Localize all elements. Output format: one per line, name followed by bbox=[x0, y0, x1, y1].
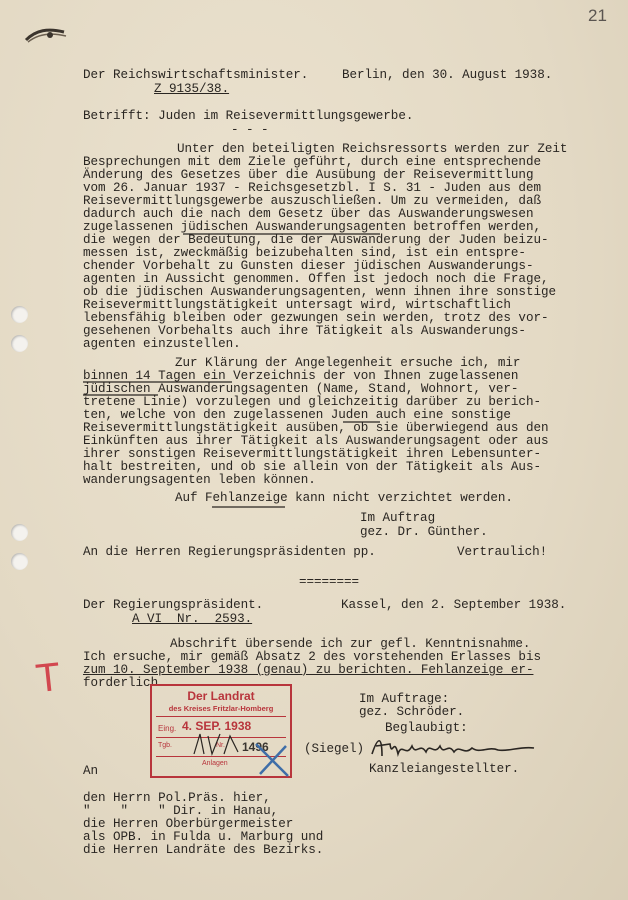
sign2-line2: gez. Schröder. bbox=[359, 705, 465, 719]
para1-line: agenten in Aussicht genommen. Offen ist jedoch noch die Frage, bbox=[83, 272, 549, 286]
para1-line: die wegen der Bedeutung, die der Auswanderung der Juden beizu- bbox=[83, 233, 549, 247]
para1-line: ob die jüdischen Auswanderungsagenten, wenn ihnen ihre sonstige bbox=[83, 285, 556, 299]
recipient-line: " " " Dir. in Hanau, bbox=[83, 804, 279, 818]
red-margin-mark: T bbox=[33, 654, 63, 702]
para1-line: Änderung des Gesetzes über die Ausübung der Reisevermittlung bbox=[83, 168, 534, 182]
para4-line: zum 10. September 1938 (genau) zu berichten. Fehlanzeige er- bbox=[83, 663, 534, 677]
para2-line: ten, welche von den zugelassenen Juden auch eine sonstige bbox=[83, 408, 511, 422]
subject-separator: - - - bbox=[231, 123, 269, 137]
stamp-district: des Kreises Fritzlar-Homberg bbox=[168, 704, 274, 713]
blue-cross-mark bbox=[252, 740, 292, 780]
para2-line: tretene Linie) vorzulegen und gleichzeitig darüber zu berich- bbox=[83, 395, 541, 409]
confidential-mark: Vertraulich! bbox=[457, 545, 548, 559]
para1-line: chender Vorbehalt zu Gunsten dieser jüdischen Auswanderungs- bbox=[83, 259, 534, 273]
recipients-heading: An bbox=[83, 764, 99, 778]
punch-hole bbox=[11, 335, 28, 352]
recipient-line: als OPB. in Fulda u. Marburg und bbox=[83, 830, 324, 844]
seal-note: (Siegel) bbox=[304, 742, 365, 756]
reference-number-2: A VI Nr. 2593. bbox=[132, 612, 253, 626]
para1-line: zugelassenen jüdischen Auswanderungsagenten betroffen werden, bbox=[83, 220, 541, 234]
para1-line: Reisevermittlungsgewerbe auszuschließen. Um zu vermeiden, daß bbox=[83, 194, 541, 208]
para1-line: lebensfähig bleiben oder gezwungen sein werden, trotz des vor- bbox=[83, 311, 549, 325]
sign1-line2: gez. Dr. Günther. bbox=[360, 525, 488, 539]
para1-line: messen ist, zweckmäßig beizubehalten sind, ist ein entspre- bbox=[83, 246, 526, 260]
recipient-line: die Herren Landräte des Bezirks. bbox=[83, 843, 324, 857]
staple-mark bbox=[22, 22, 72, 52]
stamp-date: 4. SEP. 1938 bbox=[182, 719, 252, 733]
para2-line: wanderungsagenten leben können. bbox=[83, 473, 316, 487]
subject: Betrifft: Juden im Reisevermittlungsgewerbe. bbox=[83, 109, 414, 123]
para1-line: Reisevermittlungstätigkeit untersagt wird, wirtschaftlich bbox=[83, 298, 511, 312]
punch-hole bbox=[11, 553, 28, 570]
para1-line: vom 26. Januar 1937 - Reichsgesetzbl. I S. 31 - Juden aus dem bbox=[83, 181, 541, 195]
sender: Der Reichswirtschaftsminister. bbox=[83, 68, 309, 82]
para2-line: binnen 14 Tagen ein Verzeichnis der von Ihnen zugelassenen bbox=[83, 369, 519, 383]
sign1-line1: Im Auftrag bbox=[360, 511, 436, 525]
stamp-attachments-label: Anlagen bbox=[202, 760, 228, 767]
clerk-title: Kanzleiangestellter. bbox=[369, 762, 520, 776]
para2-line: ihrer sonstigen Reisevermittlungstätigkeit ihren Lebensunter- bbox=[83, 447, 541, 461]
para4-line: forderlich. bbox=[83, 676, 166, 690]
stamp-nr-label: Nr. bbox=[216, 742, 225, 749]
para1-line: dadurch auch die nach dem Gesetz über das Auswanderungswesen bbox=[83, 207, 534, 221]
para1-line: Unter den beteiligten Reichsressorts werden zur Zeit bbox=[177, 142, 568, 156]
handwritten-initials bbox=[190, 730, 250, 760]
page-number: 21 bbox=[588, 6, 607, 25]
underline-mark bbox=[82, 381, 382, 397]
divider: ======== bbox=[299, 575, 360, 589]
underline-mark bbox=[182, 232, 382, 236]
place-date: Berlin, den 30. August 1938. bbox=[342, 68, 553, 82]
recipient-line: den Herrn Pol.Präs. hier, bbox=[83, 791, 271, 805]
stamp-received-label: Eing. bbox=[158, 724, 177, 733]
para1-line: gesehenen Vorbehalts auch ihre Tätigkeit als Auswanderungs- bbox=[83, 324, 526, 338]
para1-line: agenten einzustellen. bbox=[83, 337, 241, 351]
stamp-journal-label: Tgb. bbox=[158, 742, 173, 749]
para3: Auf Fehlanzeige kann nicht verzichtet werden. bbox=[175, 491, 513, 505]
para2-line: Einkünften aus ihrer Tätigkeit als Auswanderungsagent oder aus bbox=[83, 434, 549, 448]
underline-mark bbox=[211, 505, 291, 509]
para1-line: Besprechungen mit dem Ziele geführt, durch eine entsprechende bbox=[83, 155, 541, 169]
para4-line: Abschrift übersende ich zur gefl. Kenntnisnahme. bbox=[170, 637, 531, 651]
para2-line: Reisevermittlungstätigkeit ausüben, ob sie überwiegend aus den bbox=[83, 421, 549, 435]
para2-line: Zur Klärung der Angelegenheit ersuche ich, mir bbox=[175, 356, 521, 370]
sign2-line1: Im Auftrage: bbox=[359, 692, 450, 706]
para4-line: Ich ersuche, mir gemäß Absatz 2 des vorstehenden Erlasses bis bbox=[83, 650, 541, 664]
para2-line: jüdischen Auswanderungsagenten (Name, Stand, Wohnort, ver- bbox=[83, 382, 519, 396]
recipient-line: die Herren Oberbürgermeister bbox=[83, 817, 294, 831]
sender-2: Der Regierungspräsident. bbox=[83, 598, 264, 612]
signature bbox=[368, 732, 548, 764]
certified-label: Beglaubigt: bbox=[385, 721, 468, 735]
stamp-number: 1496 bbox=[242, 740, 269, 754]
reference-number: Z 9135/38. bbox=[154, 82, 230, 96]
punch-hole bbox=[11, 524, 28, 541]
underline-mark bbox=[342, 420, 382, 424]
stamp-title: Der Landrat bbox=[187, 689, 255, 703]
place-date-2: Kassel, den 2. September 1938. bbox=[341, 598, 567, 612]
address1: An die Herren Regierungspräsidenten pp. bbox=[83, 545, 376, 559]
para2-line: halt bestreiten, und ob sie allein von der Tätigkeit als Aus- bbox=[83, 460, 541, 474]
punch-hole bbox=[11, 306, 28, 323]
